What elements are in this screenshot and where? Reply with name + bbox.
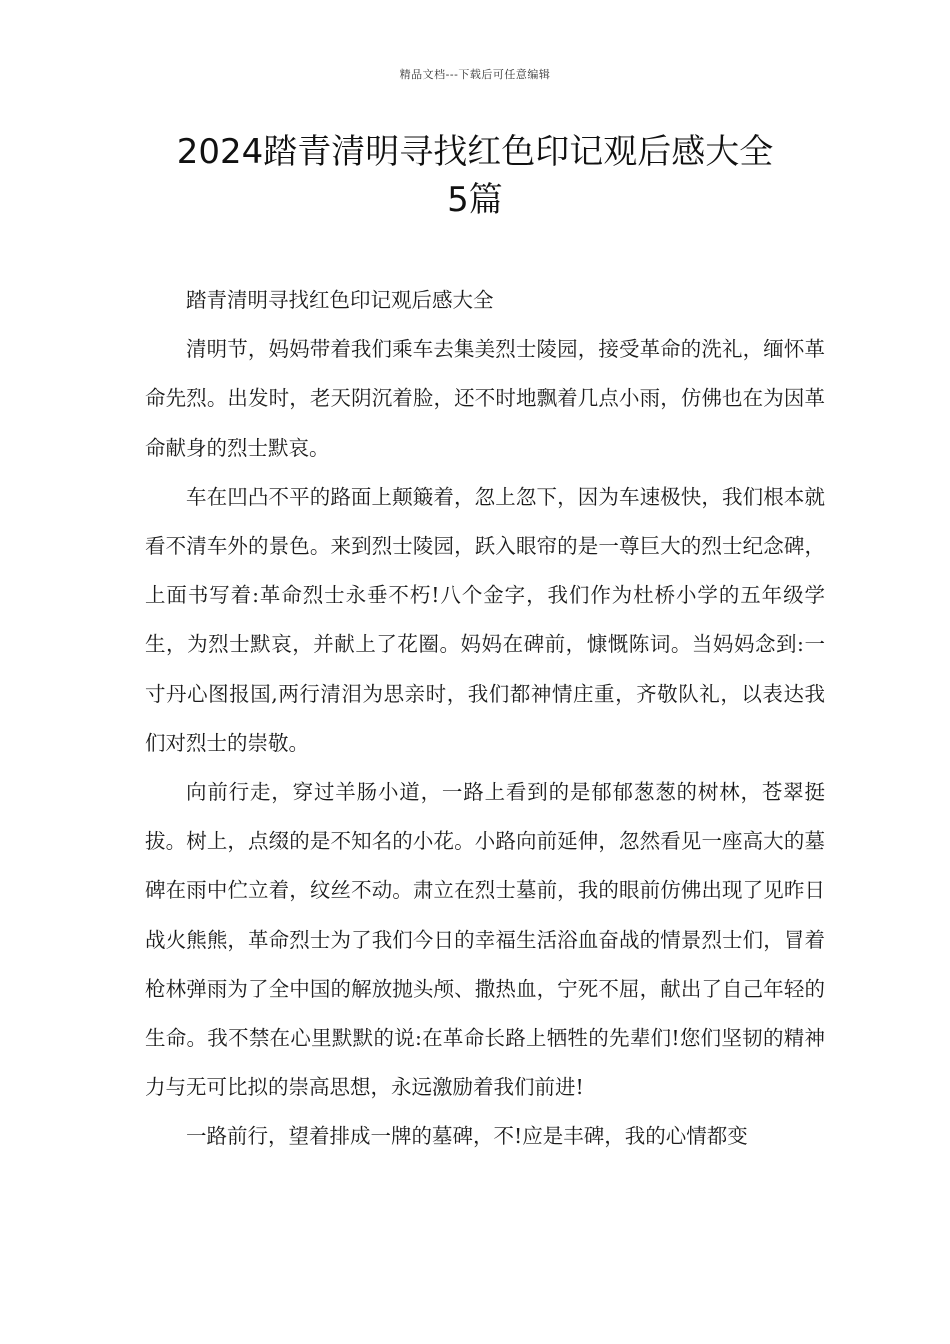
title-line-1: 2024踏青清明寻找红色印记观后感大全: [176, 132, 774, 172]
paragraph: 清明节，妈妈带着我们乘车去集美烈士陵园，接受革命的洗礼，缅怀革命先烈。出发时，老天阴沉着脸，还不时地飘着几点小雨，仿佛也在为因革命献身的烈士默哀。: [145, 337, 825, 460]
header-note: 精品文档---下载后可任意编辑: [399, 68, 551, 81]
title-line-2: 5篇: [447, 180, 503, 220]
paragraph: 向前行走，穿过羊肠小道，一路上看到的是郁郁葱葱的树林，苍翠挺拔。树上，点缀的是不知名的小花。小路向前延伸，忽然看见一座高大的墓碑在雨中伫立着，纹丝不动。肃立在烈士墓前，我的眼前仿佛出现了见昨日战火熊熊，革命烈士为了我们今日的幸福生活浴血奋战的情景烈士们，冒着枪林弹雨为了全中国的解放抛头颅、撒热血，宁死不屈，献出了自己年轻的生命。我不禁在心里默默的说:在革命长路上牺牲的先辈们!您们坚韧的精神力与无可比拟的崇高思想，永远激励着我们前进!: [145, 780, 825, 1100]
paragraph: 一路前行，望着排成一牌的墓碑，不!应是丰碑，我的心情都变: [186, 1124, 748, 1149]
document-body: [145, 276, 825, 1162]
document-title: [120, 128, 830, 224]
paragraph: 车在凹凸不平的路面上颠簸着，忽上忽下，因为车速极快，我们根本就看不清车外的景色。来到烈士陵园，跃入眼帘的是一尊巨大的烈士纪念碑，上面书写着:革命烈士永垂不朽!八个金字，我们作为杜桥小学的五年级学生，为烈士默哀，并献上了花圈。妈妈在碑前，慷慨陈词。当妈妈念到:一寸丹心图报国,两行清泪为思亲时，我们都神情庄重，齐敬队礼，以表达我们对烈士的崇敬。: [145, 484, 825, 755]
section-heading: 踏青清明寻找红色印记观后感大全: [186, 288, 494, 312]
